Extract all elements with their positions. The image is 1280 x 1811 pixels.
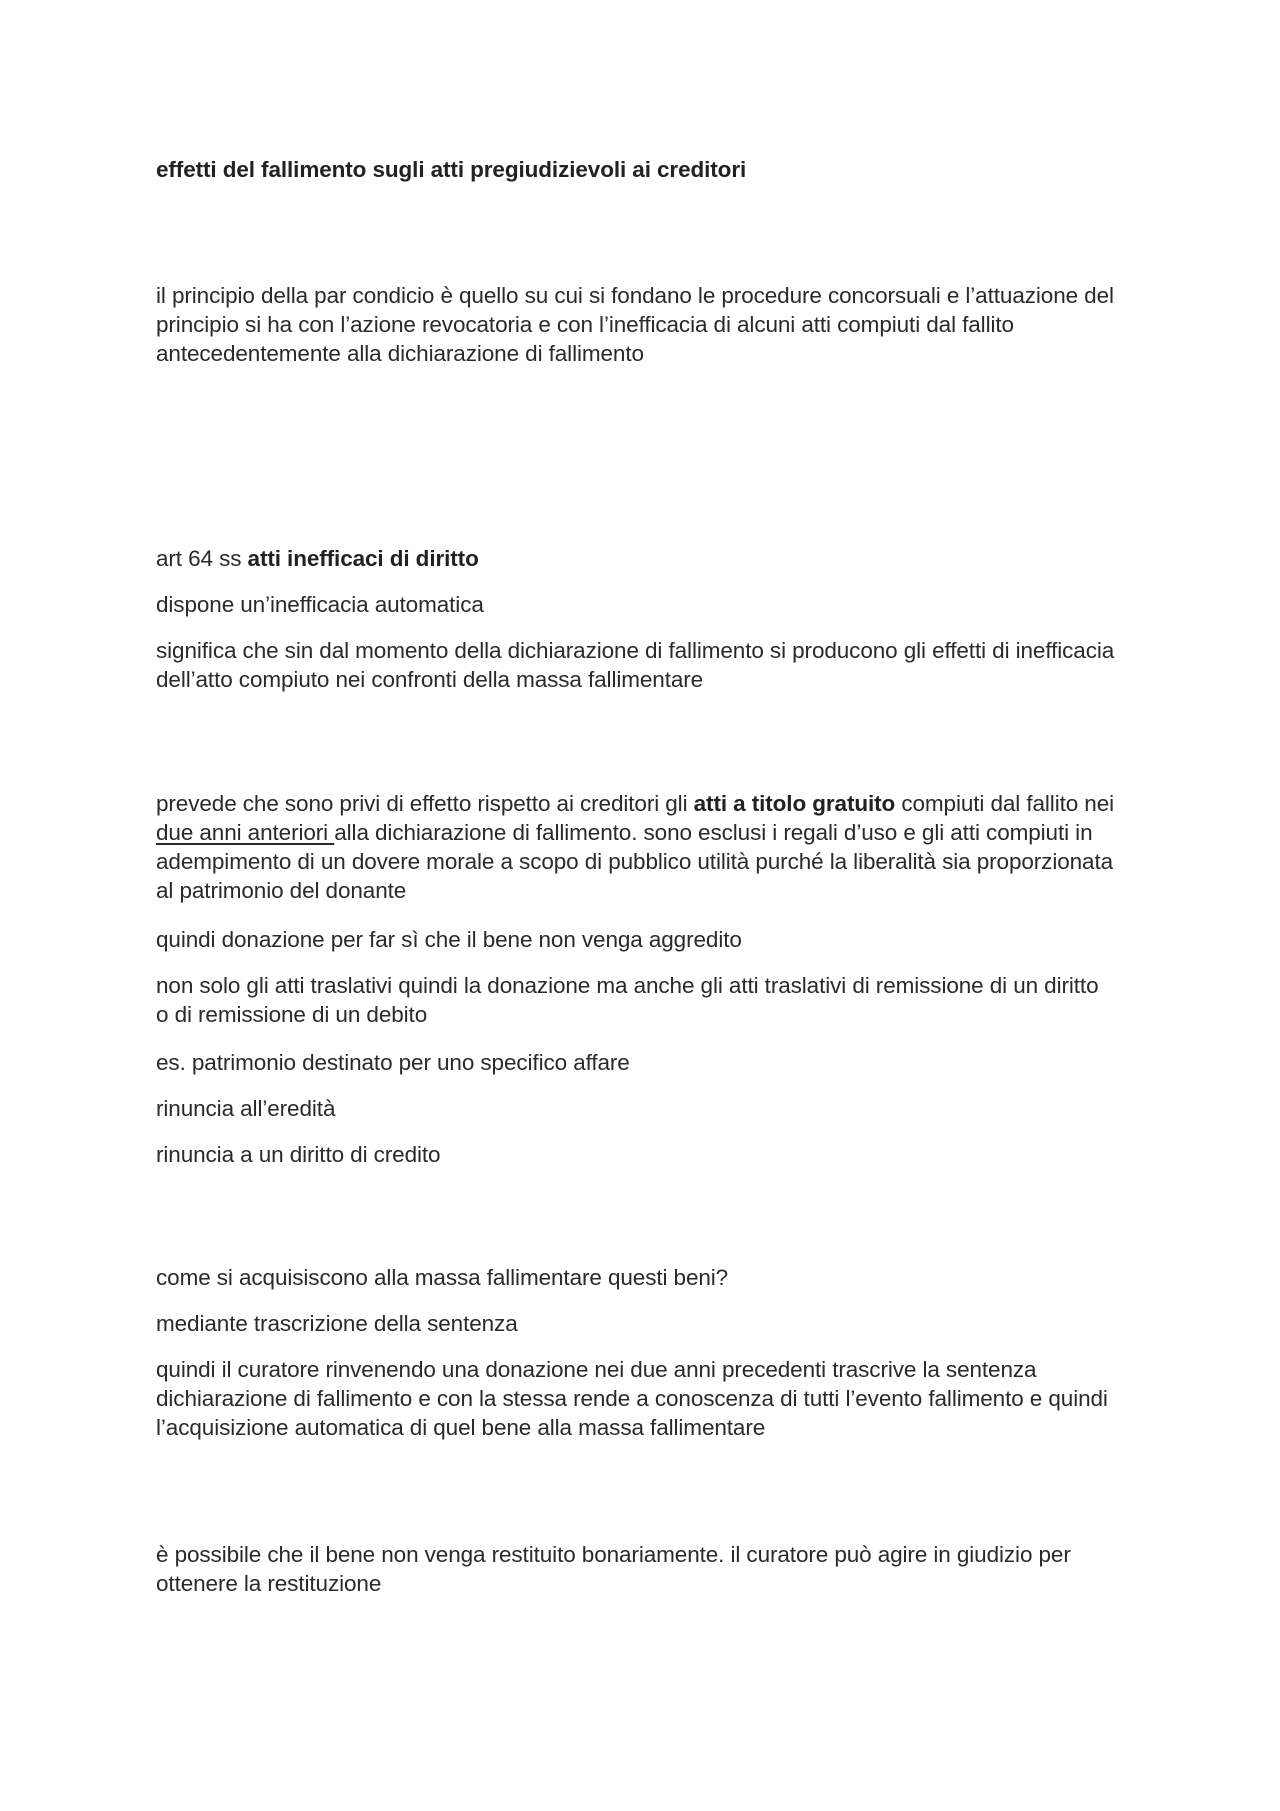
paragraph-rinuncia-eredita: rinuncia all’eredità bbox=[156, 1096, 336, 1121]
paragraph-donazione: quindi donazione per far sì che il bene non venga aggredito bbox=[156, 927, 742, 952]
paragraph-inefficacia-automatica: dispone un’inefficacia automatica bbox=[156, 592, 484, 617]
paragraph-patrimonio-destinato: es. patrimonio destinato per uno specifico affare bbox=[156, 1050, 630, 1075]
paragraph-trascrizione: mediante trascrizione della sentenza bbox=[156, 1311, 518, 1336]
paragraph-rinuncia-credito: rinuncia a un diritto di credito bbox=[156, 1142, 441, 1167]
atti-inefficaci-heading: atti inefficaci di diritto bbox=[247, 546, 479, 571]
due-anni-underlined: due anni anteriori bbox=[156, 820, 335, 845]
atti-gratuiti-bold: atti a titolo gratuito bbox=[693, 791, 896, 816]
paragraph-atti-traslativi: non solo gli atti traslativi quindi la donazione ma anche gli atti traslativi di remissione di un diritto o di remissione di un debito bbox=[156, 973, 1099, 1027]
document-title: effetti del fallimento sugli atti pregiudizievoli ai creditori bbox=[156, 157, 747, 182]
atti-gratuiti-text-c: alla dichiarazione di fallimento. sono esclusi i regali d’uso e gli atti compiuti in adempimento di un dovere morale a scopo di pubblico utilità purché la liberalità sia proporzionata al patrimonio del donante bbox=[156, 820, 1114, 903]
paragraph-par-condicio: il principio della par condicio è quello su cui si fondano le procedure concorsuali e l’attuazione del principio si ha con l’azione revocatoria e con l’inefficacia di alcuni atti compiuti dal fallito antecedentemente alla dichiarazione di fallimento bbox=[156, 283, 1114, 366]
atti-gratuiti-text-b: compiuti dal fallito nei bbox=[895, 791, 1115, 816]
paragraph-significa: significa che sin dal momento della dichiarazione di fallimento si producono gli effetti di inefficacia dell’atto compiuto nei confronti della massa fallimentare bbox=[156, 638, 1115, 692]
paragraph-art-64 bbox=[156, 544, 1116, 573]
art-64-prefix: art 64 ss bbox=[156, 546, 248, 571]
paragraph-question: come si acquisiscono alla massa fallimentare questi beni? bbox=[156, 1265, 729, 1290]
paragraph-atti-gratuiti bbox=[156, 789, 1116, 905]
paragraph-curatore: quindi il curatore rinvenendo una donazione nei due anni precedenti trascrive la sentenza dichiarazione di fallimento e con la stessa rende a conoscenza di tutti l’evento fallimento e quindi l’acquisizione automatica di quel bene alla massa fallimentare bbox=[156, 1357, 1108, 1440]
paragraph-restituzione: è possibile che il bene non venga restituito bonariamente. il curatore può agire in giudizio per ottenere la restituzione bbox=[156, 1542, 1071, 1596]
atti-gratuiti-text-a: prevede che sono privi di effetto rispetto ai creditori gli bbox=[156, 791, 694, 816]
